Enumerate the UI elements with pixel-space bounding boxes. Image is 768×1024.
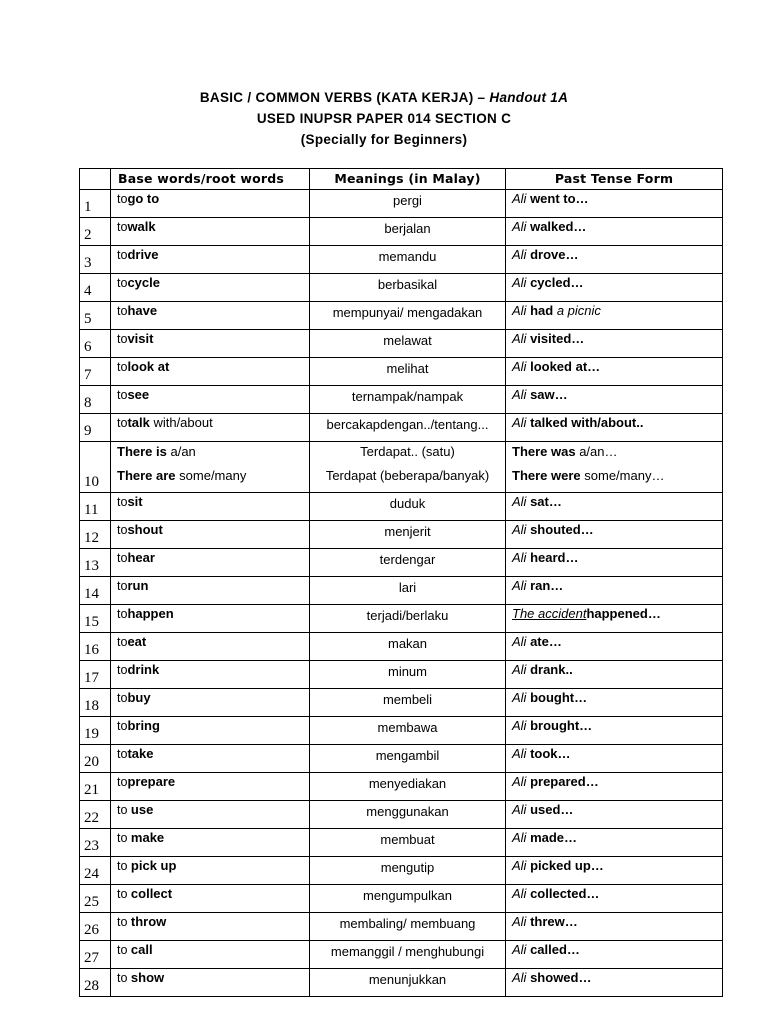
meaning-line: Terdapat (beberapa/banyak) xyxy=(325,468,490,483)
past-subject-text: The accident xyxy=(512,606,587,621)
title-text: BASIC / COMMON VERBS (KATA KERJA) – xyxy=(199,90,490,105)
table-row xyxy=(80,521,723,549)
meaning-cell: berbasikal xyxy=(310,274,506,302)
base-prefix: to xyxy=(117,803,131,817)
base-word-cell xyxy=(111,857,310,885)
base-verb: There is xyxy=(117,444,167,459)
base-verb: take xyxy=(127,746,154,761)
base-prefix: to xyxy=(117,775,128,789)
base-verb: pick up xyxy=(130,858,177,873)
row-number: 4 xyxy=(80,274,111,302)
base-suffix: some/many xyxy=(175,468,247,483)
row-number: 10 xyxy=(80,442,111,493)
row-number: 1 xyxy=(80,190,111,218)
row-number: 20 xyxy=(80,745,111,773)
row-number: 2 xyxy=(80,218,111,246)
meaning-cell: mengambil xyxy=(310,745,506,773)
base-word-cell xyxy=(111,717,310,745)
base-prefix: to xyxy=(117,276,128,290)
base-prefix: to xyxy=(117,551,128,565)
meaning-cell: menjerit xyxy=(310,521,506,549)
base-word-cell xyxy=(111,941,310,969)
past-tense-cell xyxy=(506,633,723,661)
row-number: 16 xyxy=(80,633,111,661)
base-word-cell xyxy=(111,689,310,717)
table-row xyxy=(80,358,723,386)
table-row xyxy=(80,577,723,605)
past-subject: Ali xyxy=(512,942,527,957)
past-subject: Ali xyxy=(512,387,527,402)
base-word-cell xyxy=(111,913,310,941)
row-number: 13 xyxy=(80,549,111,577)
past-subject: Ali xyxy=(512,802,527,817)
past-object: some/many xyxy=(580,468,652,483)
base-verb: collect xyxy=(130,886,173,901)
base-verb: visit xyxy=(127,331,154,346)
base-prefix: to xyxy=(117,747,128,761)
base-suffix: with/about xyxy=(149,415,213,430)
past-verb: ran… xyxy=(530,578,564,593)
base-prefix: to xyxy=(117,248,128,262)
base-prefix: to xyxy=(117,360,128,374)
base-verb: look at xyxy=(127,359,170,374)
base-word-cell xyxy=(111,302,310,330)
row-number: 22 xyxy=(80,801,111,829)
meaning-cell: menggunakan xyxy=(310,801,506,829)
meaning-cell: minum xyxy=(310,661,506,689)
row-number: 3 xyxy=(80,246,111,274)
past-verb: There was xyxy=(512,444,576,459)
past-subject: Ali xyxy=(512,359,527,374)
past-tense-cell xyxy=(506,521,723,549)
base-prefix: to xyxy=(117,887,131,901)
base-word-cell xyxy=(111,246,310,274)
table-row xyxy=(80,913,723,941)
row-number: 5 xyxy=(80,302,111,330)
meaning-cell xyxy=(310,442,506,493)
base-verb: make xyxy=(130,830,165,845)
base-prefix: to xyxy=(117,859,131,873)
base-verb: go to xyxy=(127,191,160,206)
past-tense-cell xyxy=(506,801,723,829)
past-tense-cell xyxy=(506,190,723,218)
table-row xyxy=(80,442,723,493)
past-tense-cell xyxy=(506,358,723,386)
base-verb: shout xyxy=(127,522,163,537)
past-subject: Ali xyxy=(512,718,527,733)
handout-label: Handout 1A xyxy=(489,90,569,105)
meaning-cell: makan xyxy=(310,633,506,661)
row-number: 24 xyxy=(80,857,111,885)
meaning-cell: ternampak/nampak xyxy=(310,386,506,414)
base-prefix: to xyxy=(117,523,128,537)
meaning-cell: mengumpulkan xyxy=(310,885,506,913)
table-row xyxy=(80,941,723,969)
base-verb: buy xyxy=(127,690,151,705)
row-number: 12 xyxy=(80,521,111,549)
past-ellipsis: … xyxy=(651,468,665,483)
row-number: 26 xyxy=(80,913,111,941)
past-subject: Ali xyxy=(512,830,527,845)
meaning-cell: terjadi/berlaku xyxy=(310,605,506,633)
past-ellipsis: … xyxy=(604,444,618,459)
past-verb: threw… xyxy=(530,914,578,929)
table-row xyxy=(80,661,723,689)
past-verb: made… xyxy=(530,830,578,845)
meaning-cell: memandu xyxy=(310,246,506,274)
past-object: a picnic xyxy=(556,303,601,318)
base-word-cell xyxy=(111,442,310,493)
table-row xyxy=(80,773,723,801)
past-verb: bought… xyxy=(530,690,588,705)
past-subject: Ali xyxy=(512,415,527,430)
row-number: 23 xyxy=(80,829,111,857)
past-tense-cell xyxy=(506,969,723,997)
past-verb: sat… xyxy=(530,494,562,509)
base-word-cell xyxy=(111,218,310,246)
past-verb: had xyxy=(530,303,554,318)
past-verb: visited… xyxy=(530,331,585,346)
table-row xyxy=(80,605,723,633)
meaning-cell: pergi xyxy=(310,190,506,218)
past-verb: brought… xyxy=(530,718,593,733)
table-row xyxy=(80,218,723,246)
row-number: 21 xyxy=(80,773,111,801)
base-verb: There are xyxy=(117,468,176,483)
past-subject: Ali xyxy=(512,522,527,537)
base-verb: eat xyxy=(127,634,147,649)
past-verb: drank.. xyxy=(530,662,573,677)
row-number: 7 xyxy=(80,358,111,386)
base-prefix: to xyxy=(117,831,131,845)
row-number: 11 xyxy=(80,493,111,521)
base-prefix: to xyxy=(117,635,128,649)
past-verb: drove… xyxy=(530,247,579,262)
past-verb: picked up… xyxy=(530,858,604,873)
meaning-cell: duduk xyxy=(310,493,506,521)
past-verb: prepared… xyxy=(530,774,599,789)
past-subject: Ali xyxy=(512,690,527,705)
past-tense-cell xyxy=(506,661,723,689)
past-verb: shouted… xyxy=(530,522,594,537)
meaning-cell: menyediakan xyxy=(310,773,506,801)
past-tense-cell xyxy=(506,493,723,521)
table-row xyxy=(80,633,723,661)
handout-title xyxy=(0,90,768,105)
past-verb: walked… xyxy=(530,219,587,234)
past-subject: Ali xyxy=(512,634,527,649)
base-prefix: to xyxy=(117,691,128,705)
base-word-cell xyxy=(111,829,310,857)
table-row xyxy=(80,493,723,521)
past-line xyxy=(512,443,722,467)
table-row xyxy=(80,885,723,913)
row-number: 27 xyxy=(80,941,111,969)
past-tense-cell xyxy=(506,885,723,913)
base-verb: hear xyxy=(127,550,155,565)
base-word-cell xyxy=(111,190,310,218)
base-verb: show xyxy=(130,970,165,985)
base-word-cell xyxy=(111,549,310,577)
base-prefix: to xyxy=(117,220,128,234)
row-number: 18 xyxy=(80,689,111,717)
column-header-past: Past Tense Form xyxy=(506,169,723,190)
past-tense-cell xyxy=(506,274,723,302)
base-word-cell xyxy=(111,661,310,689)
base-word-cell xyxy=(111,414,310,442)
row-number: 9 xyxy=(80,414,111,442)
base-line xyxy=(117,443,309,467)
base-prefix: to xyxy=(117,332,128,346)
meaning-cell: membeli xyxy=(310,689,506,717)
meaning-cell: menunjukkan xyxy=(310,969,506,997)
table-row xyxy=(80,330,723,358)
past-verb: took… xyxy=(530,746,571,761)
past-subject: Ali xyxy=(512,303,527,318)
row-number: 28 xyxy=(80,969,111,997)
base-prefix: to xyxy=(117,579,128,593)
row-number: 19 xyxy=(80,717,111,745)
base-verb: cycle xyxy=(127,275,160,290)
base-word-cell xyxy=(111,386,310,414)
meaning-cell: mengutip xyxy=(310,857,506,885)
past-tense-cell xyxy=(506,857,723,885)
base-word-cell xyxy=(111,358,310,386)
past-subject: Ali xyxy=(512,275,527,290)
row-number: 14 xyxy=(80,577,111,605)
past-tense-cell xyxy=(506,246,723,274)
past-tense-cell xyxy=(506,218,723,246)
past-tense-cell xyxy=(506,913,723,941)
base-verb: run xyxy=(127,578,149,593)
row-number: 8 xyxy=(80,386,111,414)
base-word-cell xyxy=(111,773,310,801)
meaning-cell: membuat xyxy=(310,829,506,857)
past-verb: showed… xyxy=(530,970,592,985)
past-verb: used… xyxy=(530,802,574,817)
base-word-cell xyxy=(111,885,310,913)
meaning-cell: melihat xyxy=(310,358,506,386)
past-subject: Ali xyxy=(512,914,527,929)
past-subject: Ali xyxy=(512,858,527,873)
base-verb: throw xyxy=(130,914,167,929)
base-prefix: to xyxy=(117,192,128,206)
past-verb: talked with/about.. xyxy=(530,415,644,430)
handout-audience: (Specially for Beginners) xyxy=(300,132,468,147)
past-subject: Ali xyxy=(512,191,527,206)
meaning-cell: membaling/ membuang xyxy=(310,913,506,941)
base-verb: call xyxy=(130,942,153,957)
verbs-table xyxy=(79,168,723,997)
table-row xyxy=(80,246,723,274)
past-tense-cell xyxy=(506,549,723,577)
column-header-meaning: Meanings (in Malay) xyxy=(310,169,506,190)
row-number: 25 xyxy=(80,885,111,913)
column-header-base: Base words/root words xyxy=(111,169,310,190)
base-prefix: to xyxy=(117,943,131,957)
past-tense-cell xyxy=(506,386,723,414)
past-verb: called… xyxy=(530,942,580,957)
meaning-cell: bercakapdengan../tentang... xyxy=(310,414,506,442)
base-verb: talk xyxy=(127,415,150,430)
row-number: 6 xyxy=(80,330,111,358)
past-tense-cell xyxy=(506,442,723,493)
base-word-cell xyxy=(111,330,310,358)
base-prefix: to xyxy=(117,495,128,509)
table-row xyxy=(80,689,723,717)
table-row xyxy=(80,745,723,773)
table-row xyxy=(80,414,723,442)
past-verb: cycled… xyxy=(530,275,584,290)
past-subject: Ali xyxy=(512,970,527,985)
base-line xyxy=(117,467,309,491)
past-tense-cell xyxy=(506,577,723,605)
past-verb: heard… xyxy=(530,550,579,565)
past-subject: Ali xyxy=(512,550,527,565)
table-row xyxy=(80,717,723,745)
meaning-cell: memanggil / menghubungi xyxy=(310,941,506,969)
past-tense-cell xyxy=(506,773,723,801)
table-row xyxy=(80,549,723,577)
past-subject: Ali xyxy=(512,886,527,901)
table-row xyxy=(80,274,723,302)
base-verb: happen xyxy=(127,606,174,621)
past-verb: happened… xyxy=(586,606,661,621)
column-header-number xyxy=(80,169,111,190)
base-verb: see xyxy=(127,387,150,402)
base-word-cell xyxy=(111,577,310,605)
past-tense-cell xyxy=(506,941,723,969)
past-verb: went to… xyxy=(526,191,589,206)
base-word-cell xyxy=(111,521,310,549)
past-line xyxy=(512,467,722,491)
past-tense-cell xyxy=(506,717,723,745)
past-object: a/an xyxy=(575,444,605,459)
base-word-cell xyxy=(111,969,310,997)
meaning-cell: mempunyai/ mengadakan xyxy=(310,302,506,330)
base-prefix: to xyxy=(117,915,131,929)
base-prefix: to xyxy=(117,607,128,621)
base-suffix: a/an xyxy=(166,444,196,459)
past-verb: ate… xyxy=(530,634,562,649)
base-verb: drink xyxy=(127,662,160,677)
past-tense-cell xyxy=(506,302,723,330)
past-subject: Ali xyxy=(512,247,527,262)
past-tense-cell xyxy=(506,829,723,857)
base-prefix: to xyxy=(117,304,128,318)
row-number: 15 xyxy=(80,605,111,633)
past-verb: saw… xyxy=(530,387,568,402)
base-prefix: to xyxy=(117,663,128,677)
meaning-cell: berjalan xyxy=(310,218,506,246)
table-row xyxy=(80,302,723,330)
header-row xyxy=(80,169,723,190)
table-row xyxy=(80,969,723,997)
past-subject: Ali xyxy=(512,578,527,593)
base-word-cell xyxy=(111,745,310,773)
past-subject: Ali xyxy=(512,746,527,761)
base-word-cell xyxy=(111,493,310,521)
base-prefix: to xyxy=(117,971,131,985)
meaning-cell: lari xyxy=(310,577,506,605)
meaning-line: Terdapat.. (satu) xyxy=(360,444,455,459)
handout-subtitle: USED INUPSR PAPER 014 SECTION C xyxy=(256,111,512,126)
base-verb: use xyxy=(130,802,154,817)
table-row xyxy=(80,857,723,885)
table-body xyxy=(80,190,723,997)
base-verb: bring xyxy=(127,718,160,733)
base-verb: sit xyxy=(127,494,143,509)
base-word-cell xyxy=(111,801,310,829)
past-tense-cell xyxy=(506,414,723,442)
past-verb: collected… xyxy=(530,886,600,901)
base-prefix: to xyxy=(117,416,128,430)
past-tense-cell xyxy=(506,605,723,633)
past-verb: There were xyxy=(512,468,581,483)
past-subject: Ali xyxy=(512,494,527,509)
table-row xyxy=(80,190,723,218)
past-tense-cell xyxy=(506,689,723,717)
table-row xyxy=(80,386,723,414)
row-number: 17 xyxy=(80,661,111,689)
past-subject: Ali xyxy=(512,219,527,234)
base-verb: walk xyxy=(127,219,156,234)
base-prefix: to xyxy=(117,719,128,733)
past-tense-cell xyxy=(506,330,723,358)
past-tense-cell xyxy=(506,745,723,773)
base-word-cell xyxy=(111,274,310,302)
meaning-cell: melawat xyxy=(310,330,506,358)
base-verb: prepare xyxy=(127,774,176,789)
base-word-cell xyxy=(111,633,310,661)
base-verb: drive xyxy=(127,247,159,262)
meaning-cell: membawa xyxy=(310,717,506,745)
table-row xyxy=(80,801,723,829)
past-verb: looked at… xyxy=(530,359,601,374)
meaning-cell: terdengar xyxy=(310,549,506,577)
past-subject: Ali xyxy=(512,662,527,677)
past-subject: Ali xyxy=(512,331,527,346)
base-prefix: to xyxy=(117,388,128,402)
base-word-cell xyxy=(111,605,310,633)
base-verb: have xyxy=(127,303,158,318)
table-row xyxy=(80,829,723,857)
past-subject xyxy=(512,606,586,621)
past-subject: Ali xyxy=(512,774,527,789)
